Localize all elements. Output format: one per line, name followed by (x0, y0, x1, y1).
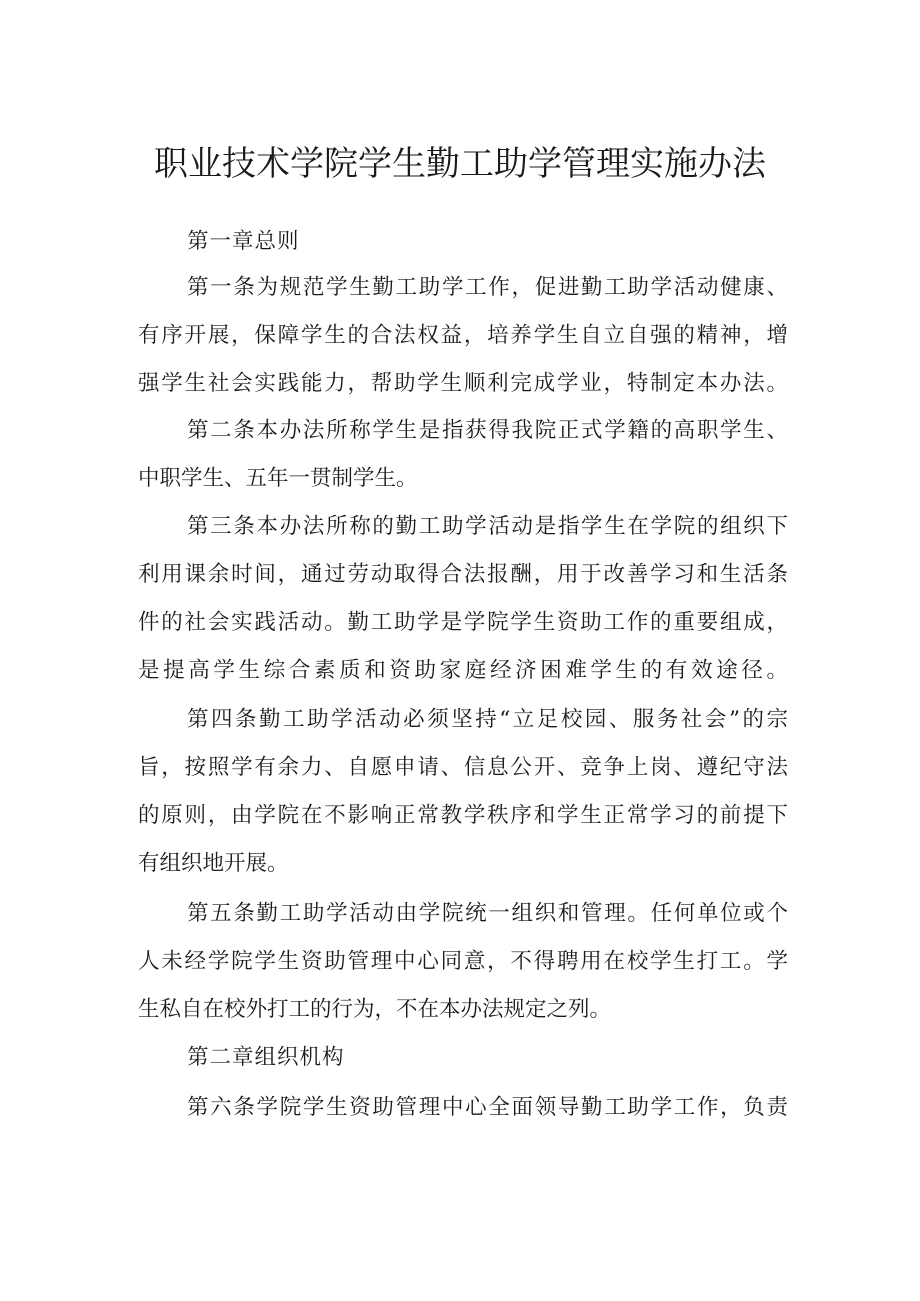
article-5-line-1: 第五条勤工助学活动由学院统一组织和管理。任何单位或个 (187, 901, 788, 926)
chapter-heading-general: 第一章总则 (187, 229, 300, 254)
article-1-line-1: 第一条为规范学生勤工助学工作，促进勤工助学活动健康、 (187, 275, 788, 300)
article-5-line-2: 人未经学院学生资助管理中心同意，不得聘用在校学生打工。学 (138, 949, 788, 974)
document-title: 职业技术学院学生勤工助学管理实施办法 (154, 144, 766, 184)
article-4-line-2: 旨，按照学有余力、自愿申请、信息公开、竞争上岗、遵纪守法 (138, 755, 788, 780)
article-2-line-2: 中职学生、五年一贯制学生。 (138, 466, 418, 491)
article-3-line-3: 件的社会实践活动。勤工助学是学院学生资助工作的重要组成， (138, 610, 788, 635)
article-4-line-4: 有组织地开展。 (138, 851, 289, 876)
article-3-line-4: 是提高学生综合素质和资助家庭经济困难学生的有效途径。 (138, 658, 788, 683)
article-2-line-1: 第二条本办法所称学生是指获得我院正式学籍的高职学生、 (187, 418, 788, 443)
article-4-line-1: 第四条勤工助学活动必须坚持“立足校园、服务社会”的宗 (187, 707, 788, 732)
chapter-heading-organization: 第二章组织机构 (187, 1045, 345, 1070)
article-5-line-3: 生私自在校外打工的行为，不在本办法规定之列。 (138, 997, 612, 1022)
article-4-line-3: 的原则，由学院在不影响正常教学秩序和学生正常学习的前提下 (138, 803, 788, 828)
article-1-line-3: 强学生社会实践能力，帮助学生顺利完成学业，特制定本办法。 (138, 371, 788, 396)
article-6-line-1: 第六条学院学生资助管理中心全面领导勤工助学工作，负责 (187, 1095, 788, 1120)
article-1-line-2: 有序开展，保障学生的合法权益，培养学生自立自强的精神，增 (138, 323, 788, 348)
article-3-line-1: 第三条本办法所称的勤工助学活动是指学生在学院的组织下 (187, 514, 788, 539)
article-3-line-2: 利用课余时间，通过劳动取得合法报酬，用于改善学习和生活条 (138, 562, 788, 587)
